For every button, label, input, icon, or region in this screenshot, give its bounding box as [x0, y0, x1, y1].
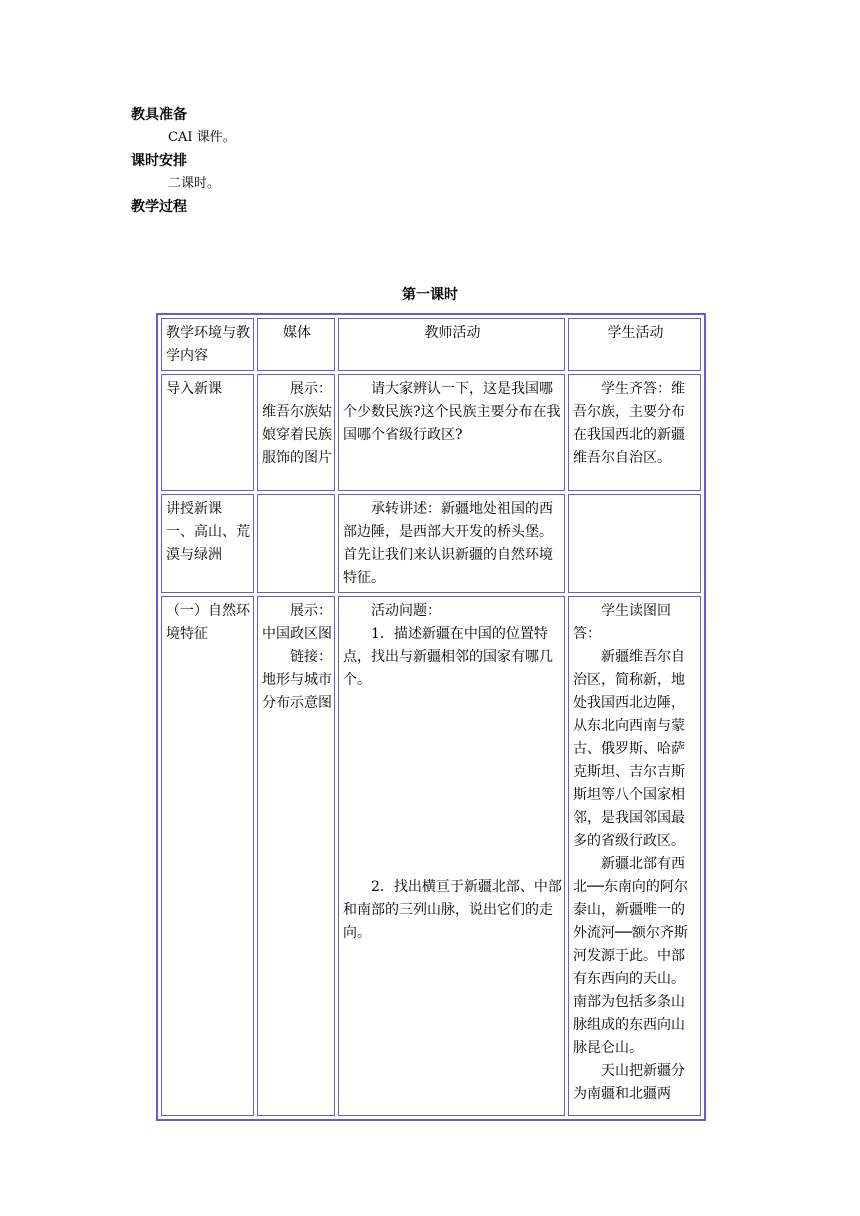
- schedule-heading: 课时安排: [131, 153, 187, 169]
- tools-text: CAI 课件。: [168, 130, 236, 145]
- row-content: 讲授新课 一、高山、荒漠与绿洲: [161, 494, 254, 593]
- row-teacher-activity: 承转讲述：新疆地处祖国的西部边陲，是西部大开发的桥头堡。首先让我们来认识新疆的自然环境特征。: [338, 494, 565, 593]
- table-row: [161, 374, 701, 491]
- row-student-activity: [568, 494, 701, 593]
- header-student-activity: 学生活动: [568, 318, 701, 371]
- row-student-activity: 学生齐答：维吾尔族，主要分布在我国西北的新疆维吾尔自治区。: [568, 374, 701, 491]
- table-row: [161, 494, 701, 593]
- header-teacher-activity: 教师活动: [338, 318, 565, 371]
- lesson-plan-table: [156, 313, 706, 1121]
- row-media: 展示：维吾尔族姑娘穿着民族服饰的图片: [257, 374, 335, 491]
- tools-heading: 教具准备: [131, 107, 187, 123]
- header-content: 教学环境与教学内容: [161, 318, 254, 371]
- process-heading: 教学过程: [131, 199, 187, 215]
- header-media: 媒体: [257, 318, 335, 371]
- lesson-title: 第一课时: [402, 287, 458, 303]
- table-row: [161, 596, 701, 1116]
- row-media: 展示：中国政区图 链接：地形与城市分布示意图: [257, 596, 335, 1116]
- table-header-row: [161, 318, 701, 371]
- schedule-text: 二课时。: [168, 176, 221, 191]
- row-student-activity: 学生读图回答： 新疆维吾尔自治区，简称新，地处我国西北边陲，从东北向西南与蒙古、俄罗斯、哈萨克斯坦、吉尔吉斯斯坦等八个国家相邻，是我国邻国最多的省级行政区。 新疆北部有西北──东南向的阿尔泰山，新疆唯一的外流河──额尔齐斯河发源于此。中部有东西向的天山。南部为包括多条山脉组成的东西向山脉昆仑山。 天山把新疆分为南疆和北疆两: [568, 596, 701, 1116]
- row-teacher-activity: 请大家辨认一下，这是我国哪个少数民族?这个民族主要分布在我国哪个省级行政区?: [338, 374, 565, 491]
- row-media: [257, 494, 335, 593]
- row-content: 导入新课: [161, 374, 254, 491]
- row-content: （一）自然环境特征: [161, 596, 254, 1116]
- row-teacher-activity: 活动问题： 1．描述新疆在中国的位置特点，找出与新疆相邻的国家有哪几个。 2．找出横亘于新疆北部、中部和南部的三列山脉，说出它们的走向。: [338, 596, 565, 1116]
